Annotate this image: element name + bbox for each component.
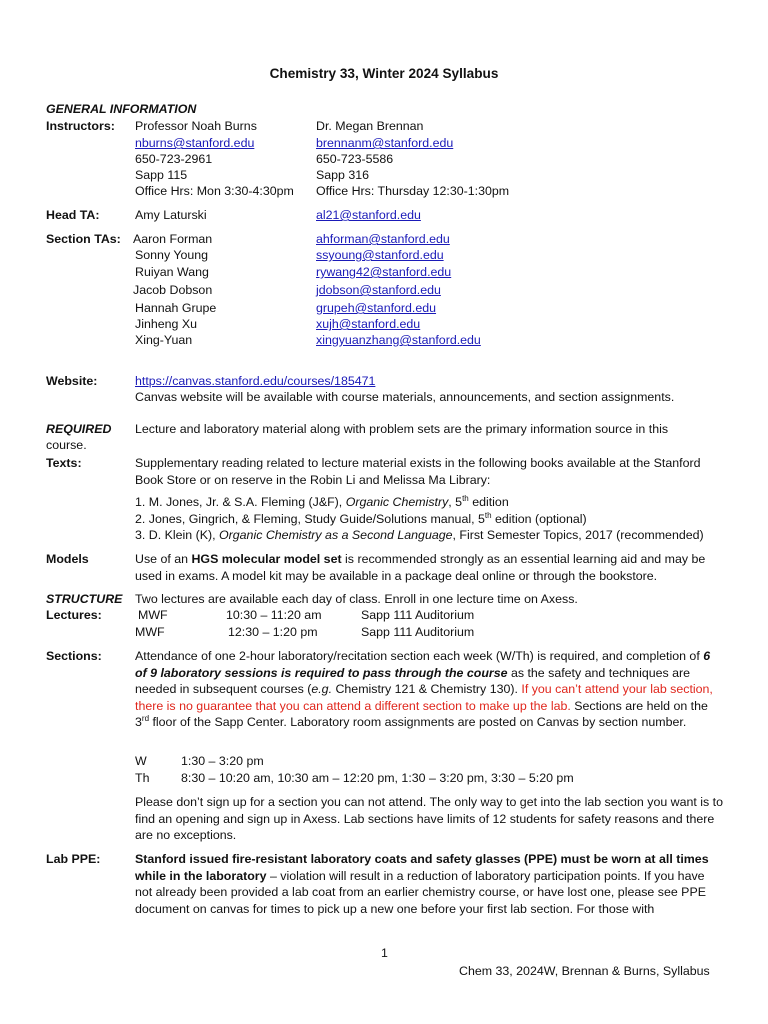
ta-name: Sonny Young — [135, 248, 209, 262]
head-ta-label: Head TA: — [46, 208, 100, 222]
lecture-time: 10:30 – 11:20 am — [226, 608, 322, 622]
page-number: 1 — [381, 946, 388, 960]
instructor-2-email-link[interactable]: brennanm@stanford.edu — [316, 136, 454, 150]
ta-name: Jinheng Xu — [135, 317, 198, 331]
required-label: REQUIRED — [46, 422, 112, 436]
section-signup-note: Please don’t sign up for a section you can not attend. The only way to get into the lab section you want is to find an opening and sign up in Axess. Lab sections have limits of 12 students for safety reasons and there are no exceptions. — [135, 795, 724, 842]
instructor-2-office: Sapp 316 — [316, 168, 370, 182]
page-title: Chemistry 33, Winter 2024 Syllabus — [269, 66, 499, 81]
sections-paragraph: Attendance of one 2-hour laboratory/recitation section each week (W/Th) is required, and completion of 6 of 9 laboratory sessions is required to pass through the course as the safety and techniques are needed in subsequent courses (e.g. Chemistry 121 & Chemistry 130). If you can’t attend your lab section, there is no guarantee that you can attend a different section to make up the lab. Sections are held on the 3rd floor of the Sapp Center. Laboratory room assignments are posted on Canvas by section number. — [135, 649, 713, 729]
texts-label: Texts: — [46, 456, 82, 470]
instructor-1-office: Sapp 115 — [135, 168, 188, 182]
lab-ppe-paragraph: Stanford issued fire-resistant laboratory coats and safety glasses (PPE) must be worn at all times while in the laboratory – violation will result in a reduction of laboratory participation points. If you have not already been provided a lab coat from an earlier chemistry course, or have lost one, please see PPE document on canvas for times to pick up a new one before your first lab section. For those with — [135, 852, 709, 916]
ta-email-link[interactable]: grupeh@stanford.edu — [316, 301, 437, 315]
book-1: 1. M. Jones, Jr. & S.A. Fleming (J&F), Organic Chemistry, 5th edition — [135, 493, 509, 509]
ta-name: Aaron Forman — [133, 232, 213, 246]
ta-name: Ruiyan Wang — [135, 265, 209, 279]
canvas-url-link[interactable]: https://canvas.stanford.edu/courses/185471 — [135, 374, 376, 388]
ta-email-link[interactable]: ahforman@stanford.edu — [316, 232, 450, 246]
models-text: Use of an HGS molecular model set is recommended strongly as an essential learning aid and may be used in exams. A model kit may be available in a package deal online or through the bookstore. — [135, 552, 706, 583]
ta-name: Jacob Dobson — [133, 283, 213, 297]
instructor-1-email-link[interactable]: nburns@stanford.edu — [135, 136, 255, 150]
ta-email-link[interactable]: xingyuanzhang@stanford.edu — [316, 333, 481, 347]
ta-name: Hannah Grupe — [135, 301, 217, 315]
ta-email-link[interactable]: rywang42@stanford.edu — [316, 265, 452, 279]
ta-email-link[interactable]: ssyoung@stanford.edu — [316, 248, 444, 262]
website-description: Canvas website will be available with course materials, announcements, and section assignments. — [135, 390, 675, 404]
instructor-1-name: Professor Noah Burns — [135, 119, 257, 133]
book-3: 3. D. Klein (K), Organic Chemistry as a Second Language, First Semester Topics, 2017 (recommended) — [135, 528, 704, 542]
section-times-w: 1:30 – 3:20 pm — [181, 754, 264, 768]
supplementary-reading: Supplementary reading related to lecture material exists in the following books available at the Stanford Book Store or on reserve in the Robin Li and Melissa Ma Library: — [135, 456, 701, 487]
ta-email-link[interactable]: xujh@stanford.edu — [316, 317, 421, 331]
section-day-th: Th — [135, 771, 150, 785]
lectures-label: Lectures: — [46, 608, 102, 622]
structure-intro: Two lectures are available each day of class. Enroll in one lecture time on Axess. — [135, 592, 578, 606]
section-day-w: W — [135, 754, 147, 768]
models-label: Models — [46, 552, 89, 566]
instructors-label: Instructors: — [46, 119, 115, 133]
lecture-days: MWF — [138, 608, 168, 622]
structure-label: STRUCTURE — [46, 592, 123, 606]
instructor-1-phone: 650-723-2961 — [135, 152, 213, 166]
book-2: 2. Jones, Gingrich, & Fleming, Study Guide/Solutions manual, 5th edition (optional) — [135, 510, 587, 526]
general-info-heading: GENERAL INFORMATION — [46, 102, 197, 116]
instructor-2-name: Dr. Megan Brennan — [316, 119, 424, 133]
sections-label: Sections: — [46, 649, 102, 663]
instructor-2-hours: Office Hrs: Thursday 12:30-1:30pm — [316, 184, 510, 198]
lecture-time: 12:30 – 1:20 pm — [228, 625, 318, 639]
lecture-room: Sapp 111 Auditorium — [361, 625, 475, 639]
footer-text: Chem 33, 2024W, Brennan & Burns, Syllabus — [459, 964, 710, 978]
instructor-1-hours: Office Hrs: Mon 3:30-4:30pm — [135, 184, 294, 198]
section-times-th: 8:30 – 10:20 am, 10:30 am – 12:20 pm, 1:30 – 3:20 pm, 3:30 – 5:20 pm — [181, 771, 574, 785]
lecture-days: MWF — [135, 625, 165, 639]
section-tas-label: Section TAs: — [46, 232, 121, 246]
head-ta-email-link[interactable]: al21@stanford.edu — [316, 208, 421, 222]
ta-email-link[interactable]: jdobson@stanford.edu — [316, 283, 441, 297]
texts-course-word: course. — [46, 438, 87, 452]
head-ta-name: Amy Laturski — [135, 208, 207, 222]
website-label: Website: — [46, 374, 98, 388]
lecture-room: Sapp 111 Auditorium — [361, 608, 475, 622]
lab-ppe-label: Lab PPE: — [46, 852, 101, 866]
instructor-2-phone: 650-723-5586 — [316, 152, 394, 166]
texts-intro-line: Lecture and laboratory material along with problem sets are the primary information source in this — [135, 422, 669, 436]
ta-name: Xing-Yuan — [135, 333, 193, 347]
